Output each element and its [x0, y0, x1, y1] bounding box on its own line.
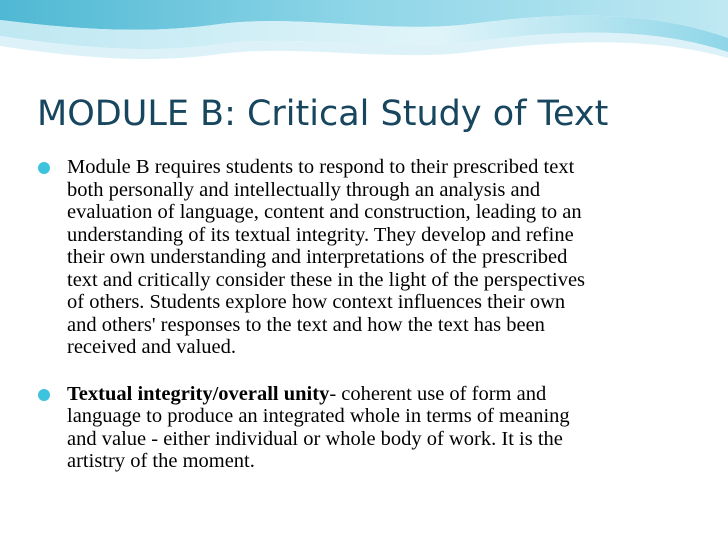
text-line: language to produce an integrated whole in terms of meaning [67, 405, 570, 427]
term-definition-start: - coherent use of form and [329, 382, 547, 405]
text-line: received and valued. [67, 336, 237, 358]
text-line: Module B requires students to respond to their prescribed text [67, 156, 575, 178]
bullet-textual-integrity [38, 383, 688, 473]
text-line: and others' responses to the text and how the text has been [67, 313, 545, 336]
text-line: both personally and intellectually through an analysis and [67, 178, 541, 201]
slide-title: MODULE B: Critical Study of Text [37, 94, 609, 134]
text-line: evaluation of language, content and construction, leading to an [67, 201, 582, 223]
text-line: their own understanding and interpretations of the prescribed [67, 246, 568, 268]
bullet-dot-icon [38, 389, 50, 401]
text-line: of others. Students explore how context influences their own [67, 291, 566, 313]
bullet-module-b-description [38, 156, 688, 359]
term-textual-integrity: Textual integrity/overall unity [67, 382, 330, 405]
text-line: text and critically consider these in the light of the perspectives [67, 268, 586, 291]
text-line [67, 383, 688, 406]
text-line: understanding of its textual integrity. They develop and refine [67, 223, 574, 246]
header-wave-decoration [0, 0, 728, 90]
text-line: artistry of the moment. [67, 450, 255, 472]
bullet-dot-icon [38, 162, 50, 174]
text-line: and value - either individual or whole body of work. It is the [67, 427, 563, 450]
bullet-list [38, 156, 688, 473]
